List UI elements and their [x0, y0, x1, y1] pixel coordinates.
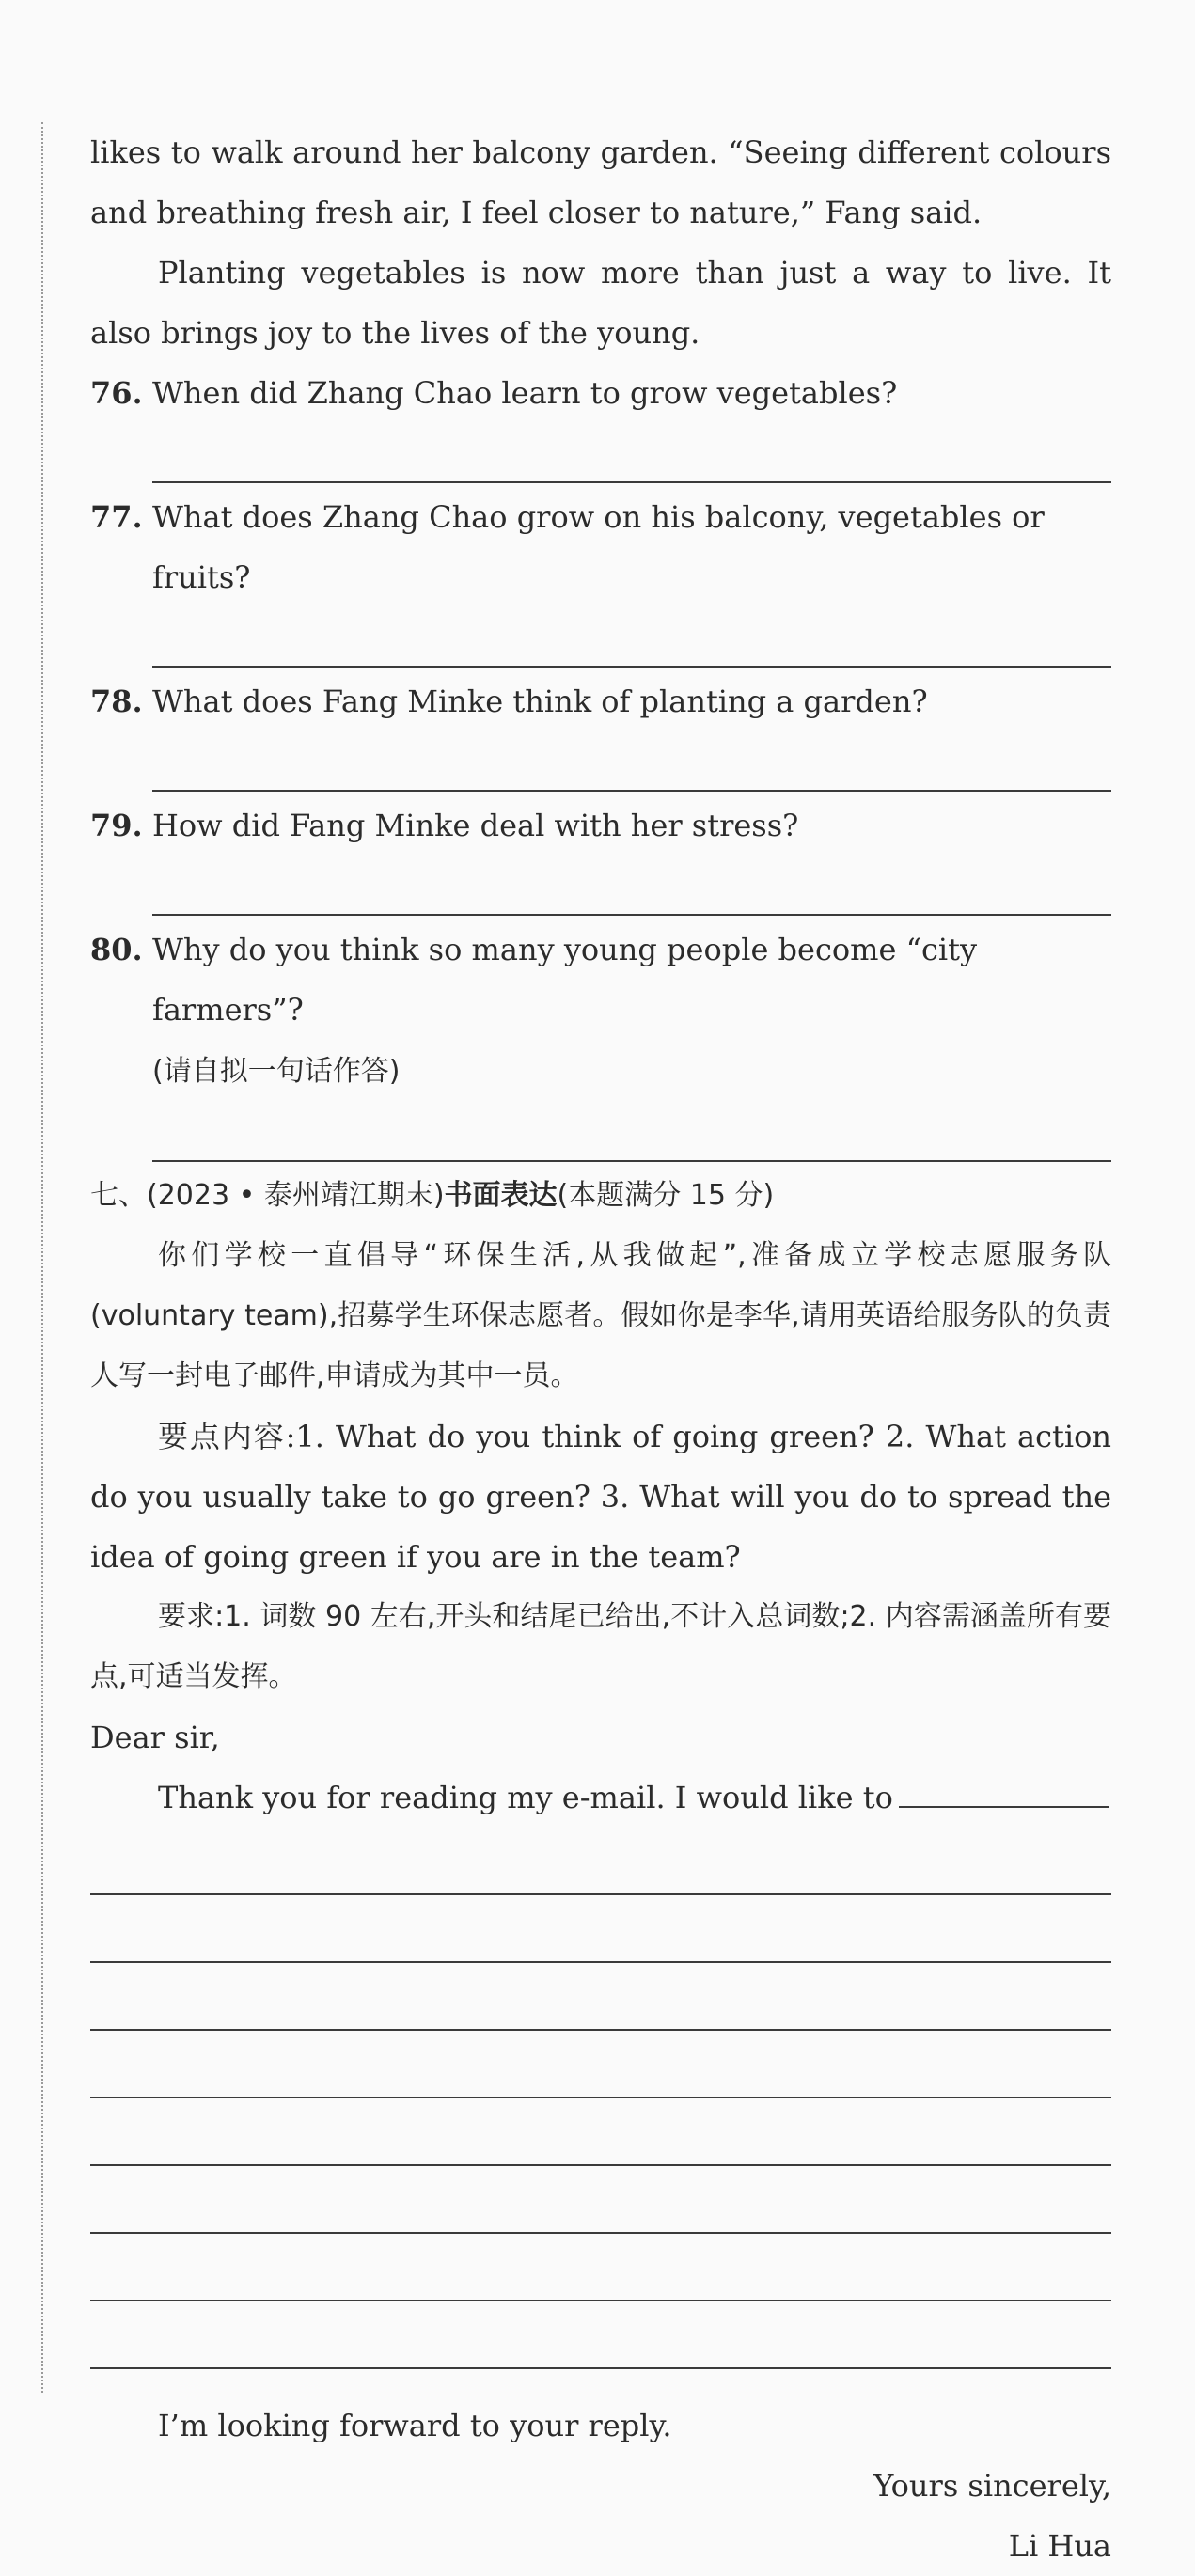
- question-number: 80.: [90, 932, 143, 967]
- section-prefix: 七、(2023 • 泰州靖江期末): [90, 1179, 445, 1212]
- question-80: [90, 919, 1111, 1102]
- answer-line[interactable]: [152, 731, 1111, 792]
- question-76: [90, 363, 1111, 423]
- writing-line[interactable]: [90, 2166, 1111, 2234]
- question-number: 79.: [90, 808, 143, 843]
- opening-blank[interactable]: [899, 1768, 1109, 1808]
- writing-line[interactable]: [90, 2234, 1111, 2301]
- writing-line[interactable]: [90, 1963, 1111, 2031]
- question-number: 76.: [90, 375, 143, 411]
- question-number: 78.: [90, 683, 143, 719]
- letter-closing: I’m looking forward to your reply.: [158, 2408, 672, 2443]
- section-title: 书面表达: [444, 1179, 558, 1212]
- passage-paragraph: likes to walk around her balcony garden. “Seeing different colours and breathing fresh air, I feel closer to nature,” Fang said.: [90, 134, 1111, 230]
- letter-signoff: Yours sincerely,: [873, 2468, 1111, 2504]
- question-text: Why do you think so many young people become “city farmers”?: [152, 932, 978, 1028]
- question-text: What does Zhang Chao grow on his balcony, vegetables or fruits?: [152, 499, 1045, 595]
- worksheet-page: [90, 122, 1111, 2576]
- writing-line[interactable]: [90, 2301, 1111, 2369]
- task-requirements: 要求:1. 词数 90 左右,开头和结尾已给出,不计入总词数;2. 内容需涵盖所有要点,可适当发挥。: [90, 1600, 1111, 1693]
- answer-line[interactable]: [152, 1102, 1111, 1162]
- letter-opening: Thank you for reading my e-mail. I would like to: [158, 1780, 893, 1815]
- answer-line[interactable]: [152, 423, 1111, 483]
- writing-line[interactable]: [90, 1828, 1111, 1895]
- answer-line[interactable]: [152, 856, 1111, 916]
- writing-line[interactable]: [90, 2031, 1111, 2098]
- question-80-body: [152, 919, 1111, 1102]
- writing-line[interactable]: [90, 2098, 1111, 2166]
- section-score: (本题满分 15 分): [557, 1179, 775, 1212]
- passage-paragraph: Planting vegetables is now more than just a way to live. It also brings joy to the lives of the young.: [90, 255, 1111, 351]
- answer-line[interactable]: [152, 607, 1111, 668]
- question-79: [90, 795, 1111, 856]
- task-intro: 你们学校一直倡导“环保生活,从我做起”,准备成立学校志愿服务队(voluntary team),招募学生环保志愿者。假如你是李华,请用英语给服务队的负责人写一封电子邮件,申请成为其中一员。: [90, 1239, 1111, 1392]
- question-text: What does Fang Minke think of planting a garden?: [152, 683, 928, 719]
- letter-name: Li Hua: [1008, 2528, 1111, 2564]
- writing-line[interactable]: [90, 1895, 1111, 1963]
- task-points: 要点内容:1. What do you think of going green? 2. What action do you usually take to go green? 3. What will you do to spread the idea of going green if you are in the team?: [90, 1419, 1111, 1575]
- section-header: [90, 1166, 1111, 1226]
- question-number: 77.: [90, 499, 143, 535]
- question-text: How did Fang Minke deal with her stress?: [152, 808, 799, 843]
- letter-opening-row: [90, 1767, 1111, 1828]
- letter-greeting: Dear sir,: [90, 1720, 220, 1755]
- question-78: [90, 671, 1111, 731]
- binding-margin-rule: [41, 122, 43, 2393]
- question-note: (请自拟一句话作答): [152, 1055, 401, 1088]
- question-77: [90, 487, 1111, 607]
- question-text: When did Zhang Chao learn to grow vegetables?: [152, 375, 898, 411]
